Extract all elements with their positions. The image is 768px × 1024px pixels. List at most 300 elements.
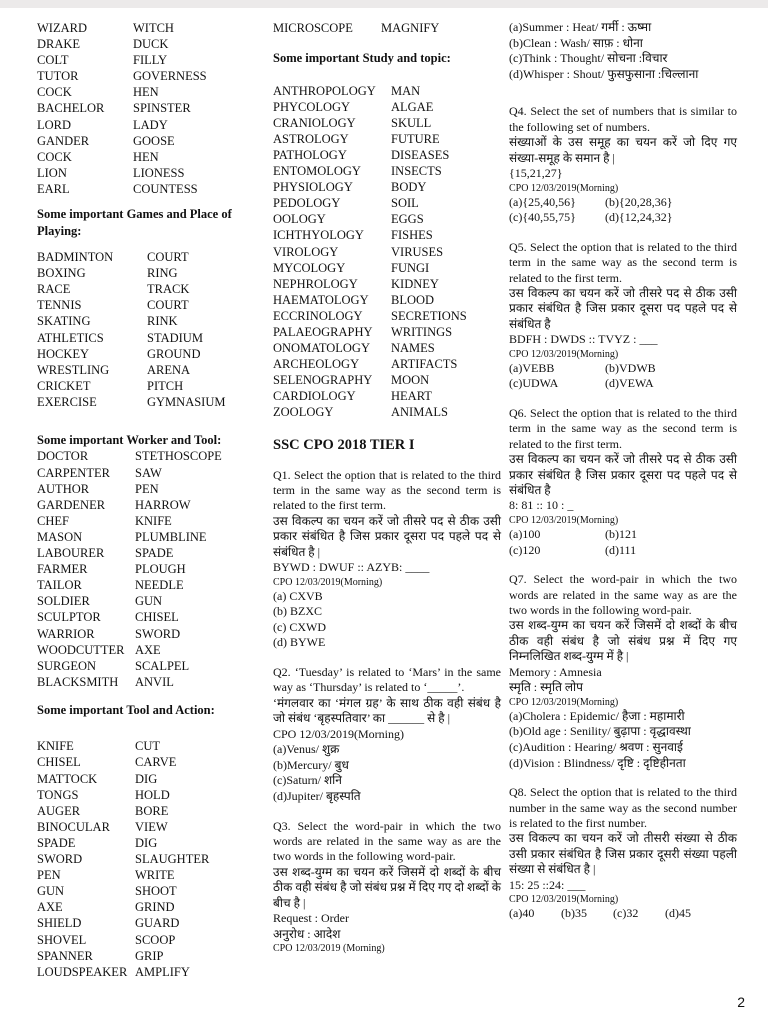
question-source: CPO 12/03/2019(Morning)	[509, 515, 619, 527]
pair-right: PLOUGH	[135, 562, 186, 577]
question-q2	[273, 665, 501, 805]
option: (d)Whisper : Shout/ फुसफुसाना :चिल्लाना	[509, 66, 699, 81]
option: (b)VDWB	[605, 360, 656, 375]
pair-row	[37, 835, 265, 851]
option: (d) BYWE	[273, 635, 326, 650]
pair-left: LORD	[37, 117, 72, 132]
pair-right: DUCK	[133, 37, 169, 52]
question-text-hindi: उस विकल्प का चयन करें जो तीसरी संख्या से ठीक उसी प्रकार संबंधित है जिस प्रकार दूसरी संख्या पहली संख्या से संबंधित है |	[509, 831, 737, 877]
option-row	[509, 361, 737, 377]
exam-title: SSC CPO 2018 TIER I	[273, 436, 415, 453]
pair-row	[37, 265, 265, 281]
question-stem-hindi: अनुरोध : आदेश	[273, 926, 341, 941]
question-source: CPO 12/03/2019 (Morning)	[273, 943, 385, 955]
question-text: Q7. Select the word-pair in which the two words are related in the same way as are the two words in the following word-pair.	[509, 572, 737, 618]
pair-right: ALGAE	[391, 99, 434, 114]
pair-right: LIONESS	[133, 165, 185, 180]
pair-left: AXE	[37, 900, 63, 915]
option: (b) BZXC	[273, 604, 322, 619]
question-text: Q4. Select the set of numbers that is similar to the following set of numbers.	[509, 104, 737, 134]
pair-row	[37, 481, 265, 497]
pair-row	[273, 260, 501, 276]
pair-left: HOCKEY	[37, 346, 90, 361]
pair-left: SPANNER	[37, 948, 93, 963]
question-text: Q6. Select the option that is related to the third term in the same way as the second term is related to the first term.	[509, 406, 737, 451]
pair-row	[37, 948, 265, 964]
pair-right: SWORD	[135, 626, 181, 641]
pair-row	[37, 378, 265, 394]
option: (a) CXVB	[273, 588, 323, 603]
pair-row	[37, 626, 265, 642]
pair-left: VIROLOGY	[273, 244, 339, 259]
option: (c)32	[613, 906, 639, 921]
pair-right: SHOOT	[135, 884, 177, 899]
pair-right: SPINSTER	[133, 101, 191, 116]
option: (c)Saturn/ शनि	[273, 773, 342, 788]
pair-row	[273, 324, 501, 340]
pair-right: GUARD	[135, 916, 180, 931]
pair-row	[273, 356, 501, 372]
pair-row	[273, 163, 501, 179]
pair-left: TENNIS	[37, 298, 82, 313]
pair-right: SCALPEL	[135, 658, 190, 673]
pair-row	[37, 497, 265, 513]
pair-right: PLUMBLINE	[135, 529, 207, 544]
question-stem: 8: 81 :: 10 : _	[509, 498, 574, 513]
pair-row	[37, 448, 265, 464]
pair-right: VIEW	[135, 819, 168, 834]
option: (b)Old age : Senility/ बुढ़ापा : वृद्धावस्था	[509, 724, 691, 739]
pair-left: BLACKSMITH	[37, 674, 119, 689]
column-1	[37, 20, 265, 980]
pair-row	[37, 561, 265, 577]
pair-row	[37, 915, 265, 931]
option: (d)Jupiter/ बृहस्पति	[273, 788, 361, 803]
option: (c){40,55,75}	[509, 210, 576, 225]
pair-left: PEDOLOGY	[273, 196, 341, 211]
pair-left: SPADE	[37, 835, 76, 850]
pair-list	[37, 738, 265, 979]
pair-left: CARPENTER	[37, 465, 110, 480]
pair-right: HEART	[391, 389, 432, 404]
pair-row	[37, 513, 265, 529]
option: (a)VEBB	[509, 360, 555, 375]
column-3	[509, 20, 737, 922]
pair-left: RACE	[37, 282, 71, 297]
pair-right: SPADE	[135, 546, 174, 561]
option-row	[509, 376, 737, 392]
pair-right: FUTURE	[391, 131, 440, 146]
pair-left: COCK	[37, 149, 72, 164]
pair-row	[37, 932, 265, 948]
pair-row	[37, 281, 265, 297]
pair-row	[37, 36, 265, 52]
pair-row	[273, 131, 501, 147]
option-row	[509, 527, 737, 543]
pair-row	[273, 308, 501, 324]
pair-left: CRICKET	[37, 378, 91, 393]
pair-row	[37, 313, 265, 329]
question-stem: Memory : Amnesia	[509, 664, 602, 679]
pair-left: CHEF	[37, 513, 69, 528]
pair-row	[37, 346, 265, 362]
pair-right: ANIMALS	[391, 405, 448, 420]
pair-right: GRIP	[135, 948, 164, 963]
pair-right: GRIND	[135, 900, 175, 915]
pair-row	[273, 195, 501, 211]
pair-row	[37, 851, 265, 867]
pair-row	[37, 593, 265, 609]
pair-row	[37, 642, 265, 658]
pair-row	[37, 899, 265, 915]
pair-left: SELENOGRAPHY	[273, 373, 373, 388]
question-text: Q3. Select the word-pair in which the two words are related in the same way as are the two words in the following word-pair.	[273, 818, 501, 864]
pair-left: MATTOCK	[37, 771, 98, 786]
pair-right: COURT	[147, 298, 189, 313]
question-text: Q1. Select the option that is related to the third term in the same way as the second term is related to the first term.	[273, 467, 501, 513]
q3-options	[509, 20, 737, 82]
pair-right: NAMES	[391, 341, 435, 356]
pair-right: FISHES	[391, 228, 433, 243]
pair-row	[37, 867, 265, 883]
pair-right: CUT	[135, 739, 160, 754]
pair-right: SAW	[135, 465, 162, 480]
pair-left: LION	[37, 165, 67, 180]
question-text-hindi: उस विकल्प का चयन करें जो तीसरे पद से ठीक उसी प्रकार संबंधित है जिस प्रकार दूसरा पद पहले पद से संबंधित है	[509, 286, 737, 331]
pair-row	[37, 330, 265, 346]
pair-left: GANDER	[37, 133, 90, 148]
pair-left: DOCTOR	[37, 449, 89, 464]
option: (c)120	[509, 542, 541, 557]
pair-row	[37, 803, 265, 819]
pair-left: OOLOGY	[273, 212, 326, 227]
pair-left: SCULPTOR	[37, 610, 101, 625]
question-stem-hindi: स्मृति : स्मृति लोप	[509, 680, 583, 695]
pair-left: MICROSCOPE	[273, 21, 353, 35]
pair-left: KNIFE	[37, 739, 74, 754]
question-source: CPO 12/03/2019(Morning)	[509, 348, 619, 360]
pair-row	[37, 787, 265, 803]
pair-left: CARDIOLOGY	[273, 389, 356, 404]
pair-row	[37, 117, 265, 133]
pair-left: NEPHROLOGY	[273, 276, 358, 291]
pair-row	[37, 20, 265, 36]
pair-row	[37, 149, 265, 165]
pair-row	[37, 362, 265, 378]
pair-left: COLT	[37, 53, 69, 68]
pair-left: GUN	[37, 884, 65, 899]
column-2	[273, 20, 501, 955]
pair-right: WRITE	[135, 868, 175, 883]
pair-left: GARDENER	[37, 497, 106, 512]
pair-left: PATHOLOGY	[273, 147, 347, 162]
pair-row	[273, 372, 501, 388]
pair-row	[37, 771, 265, 787]
pair-left: TONGS	[37, 787, 79, 802]
pair-right: MOON	[391, 373, 430, 388]
pair-left: TAILOR	[37, 578, 82, 593]
pair-right: SOIL	[391, 196, 419, 211]
pair-right: GUN	[135, 594, 163, 609]
question-source: CPO 12/03/2019(Morning)	[273, 726, 405, 741]
pair-left: LABOURER	[37, 546, 105, 561]
option: (b)121	[605, 527, 637, 542]
pair-right: SKULL	[391, 115, 432, 130]
pair-right: HEN	[133, 85, 159, 100]
option: (d)45	[665, 906, 691, 921]
page-number: 2	[737, 994, 745, 1010]
option: (a)Venus/ शुक्र	[273, 742, 340, 757]
pair-row	[37, 394, 265, 410]
pair-left: AUTHOR	[37, 481, 90, 496]
page-top-border	[0, 0, 768, 8]
option: (b)Mercury/ बुध	[273, 757, 349, 772]
option: (c)Think : Thought/ सोचना :विचार	[509, 51, 668, 66]
pair-row	[37, 181, 265, 197]
pair-right: RING	[147, 266, 178, 281]
question-text: Q5. Select the option that is related to the third term in the same way as the second term is related to the first term.	[509, 239, 737, 285]
pair-left: ARCHEOLOGY	[273, 357, 360, 372]
section-heading: Some important Worker and Tool:	[37, 432, 222, 447]
pair-right: COURT	[147, 250, 189, 265]
pair-row	[273, 292, 501, 308]
pair-right: LADY	[133, 117, 168, 132]
pair-left: WARRIOR	[37, 626, 95, 641]
question-q6	[509, 406, 737, 558]
pair-row	[37, 100, 265, 116]
option: (a){25,40,56}	[509, 194, 576, 209]
section-heading: Some important Study and topic:	[273, 51, 451, 66]
pair-row	[37, 165, 265, 181]
pair-right: NEEDLE	[135, 578, 184, 593]
option: (c)UDWA	[509, 376, 559, 391]
question-q8	[509, 785, 737, 922]
question-stem: 15: 25 ::24: ___	[509, 877, 586, 892]
pair-left: TUTOR	[37, 69, 79, 84]
pair-left: SHIELD	[37, 916, 82, 931]
pair-right: CHISEL	[135, 610, 179, 625]
pair-left: CRANIOLOGY	[273, 115, 356, 130]
pair-left: ATHLETICS	[37, 330, 104, 345]
pair-left: CHISEL	[37, 755, 81, 770]
section-heading: Some important Tool and Action:	[37, 702, 215, 717]
pair-right: EGGS	[391, 212, 424, 227]
pair-left: PHYSIOLOGY	[273, 180, 353, 195]
pair-right: BODY	[391, 180, 427, 195]
pair-right: AMPLIFY	[135, 964, 190, 979]
pair-row	[37, 133, 265, 149]
option: (b){20,28,36}	[605, 194, 673, 209]
pair-left: SWORD	[37, 852, 83, 867]
pair-row	[273, 404, 501, 420]
pair-right: AXE	[135, 642, 161, 657]
question-text: Q2. ‘Tuesday’ is related to ‘Mars’ in the same way as ‘Thursday’ is related to ‘_____’.	[273, 664, 501, 695]
pair-row	[37, 529, 265, 545]
question-text-hindi: ‘मंगलवार का ‘मंगल ग्रह’ के साथ ठीक वही संबंध है जो संबंध ‘बृहस्पतिवार’ का ______ से है |	[273, 695, 501, 726]
pair-left: ONOMATOLOGY	[273, 341, 370, 356]
pair-right: STADIUM	[147, 330, 203, 345]
pair-left: SURGEON	[37, 658, 97, 673]
option: (d){12,24,32}	[605, 210, 673, 225]
pair-row	[273, 244, 501, 260]
question-text-hindi: उस विकल्प का चयन करें जो तीसरे पद से ठीक उसी प्रकार संबंधित है जिस प्रकार दूसरा पद पहले पद से संबंधित है |	[273, 513, 501, 559]
pair-right: DIG	[135, 835, 158, 850]
pair-list	[37, 20, 265, 197]
pair-row	[273, 388, 501, 404]
pair-row	[273, 83, 501, 99]
pair-left: WIZARD	[37, 21, 87, 35]
pair-right: ARENA	[147, 362, 191, 377]
pair-right: COUNTESS	[133, 181, 198, 196]
question-source: CPO 12/03/2019(Morning)	[509, 894, 619, 906]
option: (c)Audition : Hearing/ श्रवण : सुनवाई	[509, 740, 683, 755]
pair-right: GYMNASIUM	[147, 394, 226, 409]
pair-right: KIDNEY	[391, 276, 439, 291]
pair-row	[273, 276, 501, 292]
pair-right: KNIFE	[135, 513, 172, 528]
pair-right: GROUND	[147, 346, 201, 361]
pair-right: SLAUGHTER	[135, 852, 210, 867]
pair-row	[273, 227, 501, 243]
pair-row	[37, 738, 265, 754]
pair-list	[273, 83, 501, 421]
pair-row	[37, 52, 265, 68]
pair-right: HOLD	[135, 787, 170, 802]
pair-list	[37, 448, 265, 689]
pair-left: AUGER	[37, 803, 81, 818]
pair-row	[37, 577, 265, 593]
question-q5	[509, 240, 737, 392]
pair-right: BORE	[135, 803, 169, 818]
pair-row	[273, 99, 501, 115]
pair-right: HARROW	[135, 497, 191, 512]
pair-row	[37, 297, 265, 313]
pair-left: ASTROLOGY	[273, 131, 349, 146]
option: (d)VEWA	[605, 376, 654, 391]
question-text-hindi: संख्याओं के उस समूह का चयन करें जो दिए गए संख्या-समूह के समान है |	[509, 135, 737, 165]
pair-right: MAN	[391, 83, 421, 98]
pair-left: WRESTLING	[37, 362, 110, 377]
pair-left: BINOCULAR	[37, 819, 110, 834]
question-source: CPO 12/03/2019(Morning)	[509, 696, 619, 708]
question-source: CPO 12/03/2019(Morning)	[273, 576, 383, 588]
pair-row	[273, 179, 501, 195]
pair-row	[273, 147, 501, 163]
pair-right: SCOOP	[135, 932, 176, 947]
pair-right: INSECTS	[391, 164, 442, 179]
pair-row	[37, 465, 265, 481]
pair-left: ZOOLOGY	[273, 405, 334, 420]
pair-right: WITCH	[133, 21, 174, 35]
pair-left: EXERCISE	[37, 394, 97, 409]
pair-right: MAGNIFY	[381, 21, 440, 35]
pair-row	[37, 545, 265, 561]
pair-left: MYCOLOGY	[273, 260, 346, 275]
option-row	[509, 906, 737, 922]
pair-left: SKATING	[37, 314, 91, 329]
pair-row	[37, 964, 265, 980]
question-stem: {15,21,27}	[509, 166, 563, 180]
pair-row	[37, 609, 265, 625]
pair-right: GOVERNESS	[133, 69, 207, 84]
pair-right: FILLY	[133, 53, 168, 68]
pair-right: DIG	[135, 771, 158, 786]
question-stem: Request : Order	[273, 911, 349, 925]
pair-right: GOOSE	[133, 133, 175, 148]
pair-row	[37, 819, 265, 835]
option: (d)111	[605, 542, 637, 557]
pair-row	[37, 84, 265, 100]
pair-left: PHYCOLOGY	[273, 99, 351, 114]
question-stem: BDFH : DWDS :: TVYZ : ___	[509, 332, 658, 347]
pair-row	[37, 249, 265, 265]
question-q1	[273, 468, 501, 651]
pair-left: ANTHROPOLOGY	[273, 83, 376, 98]
pair-right: STETHOSCOPE	[135, 449, 222, 464]
pair-left: PEN	[37, 868, 61, 883]
option: (b)Clean : Wash/ साफ़ : धोना	[509, 35, 643, 50]
option: (c) CXWD	[273, 619, 326, 634]
pair-left: SOLDIER	[37, 594, 90, 609]
option: (d)Vision : Blindness/ दृष्टि : दृष्टिहीनता	[509, 755, 686, 770]
option-row	[509, 195, 737, 211]
option: (a)40	[509, 906, 535, 921]
pair-row	[273, 115, 501, 131]
pair-left: ICHTHYOLOGY	[273, 228, 364, 243]
pair-row	[37, 883, 265, 899]
pair-left: COCK	[37, 85, 72, 100]
pair-row	[273, 20, 501, 36]
question-q7	[509, 572, 737, 771]
question-text-hindi: उस विकल्प का चयन करें जो तीसरे पद से ठीक उसी प्रकार संबंधित है जिस प्रकार दूसरा पद पहले पद से संबंधित है	[509, 452, 737, 498]
pair-right: PITCH	[147, 378, 184, 393]
pair-left: EARL	[37, 181, 70, 196]
option: (a)100	[509, 527, 541, 542]
pair-right: PEN	[135, 481, 159, 496]
pair-right: SECRETIONS	[391, 308, 467, 323]
pair-list	[37, 249, 265, 410]
pair-left: DRAKE	[37, 37, 81, 52]
pair-right: BLOOD	[391, 292, 435, 307]
option-row	[509, 543, 737, 559]
pair-right: HEN	[133, 149, 159, 164]
pair-row	[37, 68, 265, 84]
pair-row	[37, 754, 265, 770]
pair-left: FARMER	[37, 562, 88, 577]
pair-left: ENTOMOLOGY	[273, 164, 361, 179]
pair-left: ECCRINOLOGY	[273, 308, 363, 323]
question-stem: BYWD : DWUF :: AZYB: ____	[273, 560, 430, 574]
pair-right: CARVE	[135, 755, 177, 770]
pair-left: HAEMATOLOGY	[273, 292, 369, 307]
question-text-hindi: उस शब्द-युग्म का चयन करें जिसमें दो शब्दों के बीच ठीक वही संबंध है जो संबंध प्रश्न में दिए गए दो शब्दों के बीच है |	[273, 864, 501, 910]
question-q4	[509, 104, 737, 225]
option-row	[509, 210, 737, 226]
pair-left: BACHELOR	[37, 101, 105, 116]
pair-row	[37, 658, 265, 674]
pair-row	[273, 211, 501, 227]
pair-left: PALAEOGRAPHY	[273, 325, 373, 339]
question-source: CPO 12/03/2019(Morning)	[509, 182, 619, 194]
pair-left: SHOVEL	[37, 932, 87, 947]
question-text-hindi: उस शब्द-युग्म का चयन करें जिसमें दो शब्दों के बीच ठीक वही संबंध है जो संबंध प्रश्न में दिए गए निम्नलिखित शब्द-युग्म में है |	[509, 618, 737, 664]
section-heading: Some important Games and Place of Playing:	[37, 207, 232, 238]
pair-right: RINK	[147, 314, 178, 329]
pair-left: WOODCUTTER	[37, 642, 125, 657]
option: (b)35	[561, 906, 587, 921]
pair-right: ANVIL	[135, 674, 174, 689]
pair-right: TRACK	[147, 282, 190, 297]
